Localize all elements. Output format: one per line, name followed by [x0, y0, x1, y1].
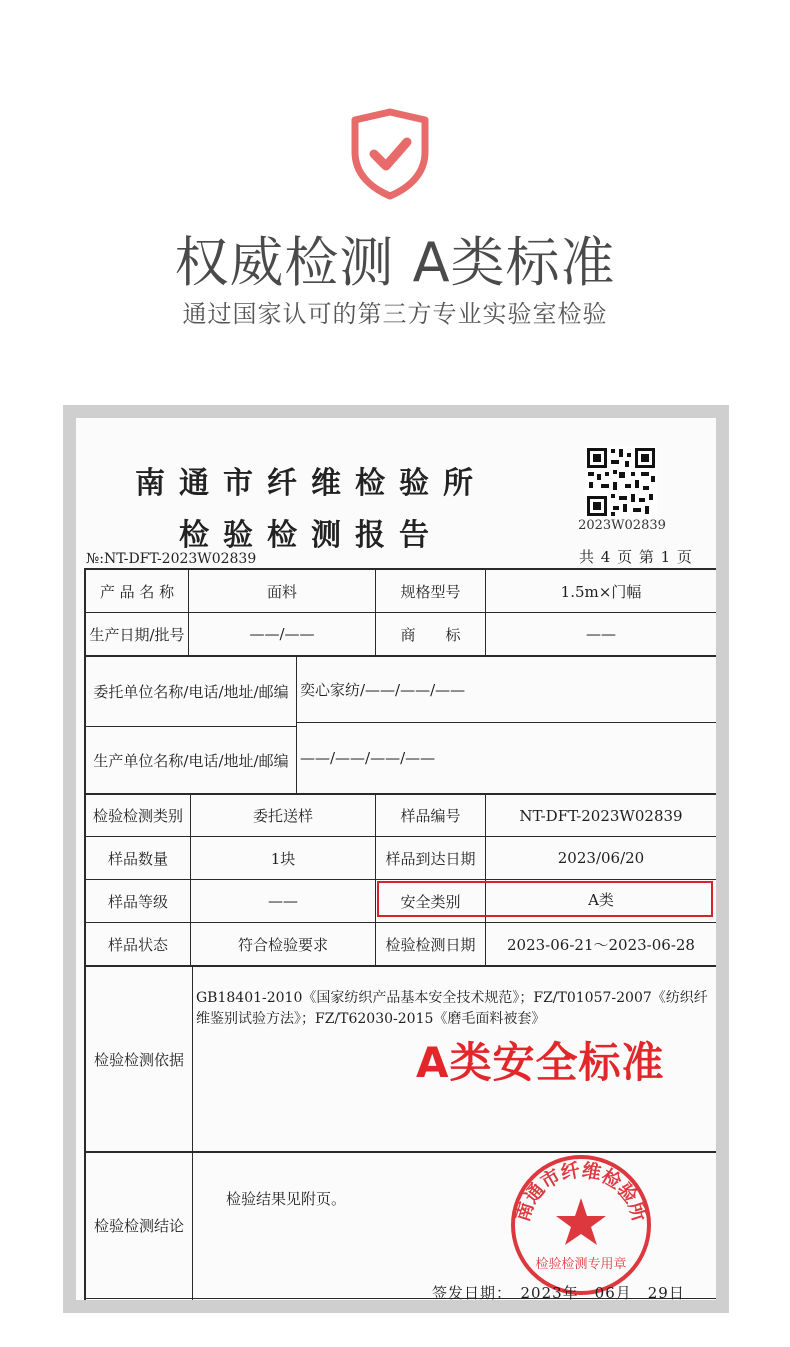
subline: 通过国家认可的第三方专业实验室检验 — [182, 300, 608, 328]
arrival-label: 样品到达日期 — [385, 849, 476, 868]
product-name-value: 面料 — [266, 582, 297, 601]
conclusion-value: 检验结果见附页。 — [226, 1190, 347, 1208]
issue-date: 签发日期： 2023年 06月 29日 — [432, 1284, 685, 1300]
report-number: №:NT-DFT-2023W02839 — [86, 551, 257, 567]
brand-value: —— — [586, 625, 616, 643]
page-info: 共 4 页 第 1 页 — [579, 548, 693, 566]
spec-value: 1.5m×门幅 — [560, 582, 642, 601]
client-label: 委托单位名称/电话/地址/邮编 — [93, 683, 289, 701]
conclusion-label: 检验检测结论 — [93, 1217, 184, 1235]
report-title-line1: 南通市纤维检验所 — [135, 466, 487, 501]
state-value: 符合检验要求 — [237, 935, 328, 954]
arrival-value: 2023/06/20 — [557, 849, 645, 867]
sample-qty-value: 1块 — [270, 849, 296, 868]
basis-value: GB18401-2010《国家纺织产品基本安全技术规范》；FZ/T01057-2007《纺织纤维鉴别试验方法》；FZ/T62030-2015《磨毛面料被套》 — [196, 990, 708, 1027]
test-type-label: 检验检测类别 — [92, 807, 183, 825]
grade-value: —— — [268, 892, 298, 910]
client-value: 奕心家纺/——/——/—— — [300, 681, 466, 699]
qr-code-number: 2023W02839 — [578, 518, 666, 533]
prod-date-label: 生产日期/批号 — [89, 625, 185, 644]
official-seal-icon — [506, 1150, 656, 1300]
test-report — [76, 418, 716, 1300]
report-title-line2: 检验检测报告 — [179, 518, 443, 553]
test-type-value: 委托送样 — [252, 807, 313, 825]
sample-no-label: 样品编号 — [400, 807, 461, 825]
sample-no-value: NT-DFT-2023W02839 — [519, 806, 683, 825]
product-name-label: 产 品 名 称 — [99, 582, 175, 601]
test-date-value: 2023-06-21～2023-06-28 — [507, 935, 695, 954]
seal-text: 南通市纤维检验所 — [511, 1159, 651, 1225]
safety-value: A类 — [588, 890, 614, 909]
maker-label: 生产单位名称/电话/地址/邮编 — [93, 751, 289, 770]
spec-label: 规格型号 — [400, 582, 461, 601]
safety-label: 安全类别 — [400, 892, 461, 911]
test-date-label: 检验检测日期 — [385, 935, 476, 954]
shield-check-icon — [349, 108, 431, 200]
sample-qty-label: 样品数量 — [107, 849, 168, 868]
headline: 权威检测 A类标准 — [174, 231, 616, 294]
state-label: 样品状态 — [107, 935, 168, 954]
page-header — [0, 0, 790, 400]
grade-label: 样品等级 — [107, 892, 168, 911]
brand-label: 商 标 — [400, 625, 461, 644]
basis-label: 检验检测依据 — [93, 1050, 184, 1069]
maker-value: ——/——/——/—— — [300, 749, 436, 767]
highlight-label: A类安全标准 — [416, 1038, 665, 1087]
seal-subtext: 检验检测专用章 — [535, 1257, 627, 1272]
highlight-box — [377, 881, 713, 917]
prod-date-value: ——/—— — [249, 625, 315, 643]
